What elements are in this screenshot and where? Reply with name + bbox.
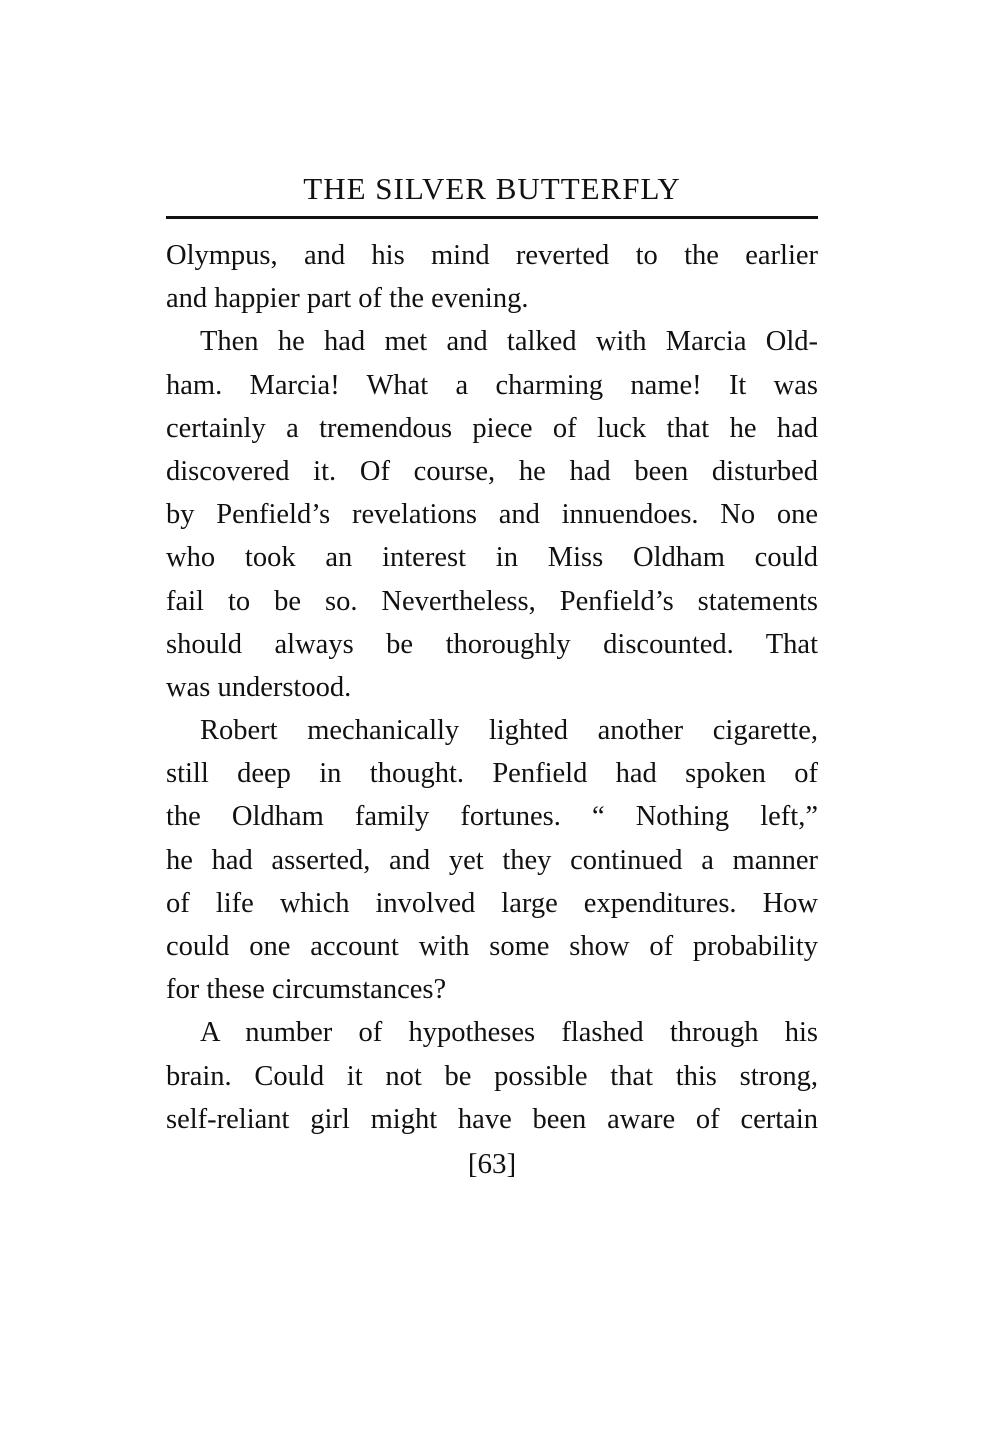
running-head: THE SILVER BUTTERFLY bbox=[303, 171, 681, 206]
paragraph-3 bbox=[166, 709, 818, 1011]
text-line: Then he had met and talked with Marcia Old- bbox=[200, 326, 818, 358]
text-line: could one account with some show of probability bbox=[166, 931, 818, 962]
text-line: for these circumstances? bbox=[166, 974, 447, 1006]
page-number: [63] bbox=[467, 1148, 517, 1180]
text-line: certainly a tremendous piece of luck that he had bbox=[166, 412, 818, 444]
body-text bbox=[166, 234, 818, 1141]
text-line: brain. Could it not be possible that this strong, bbox=[166, 1060, 818, 1092]
text-line: was understood. bbox=[166, 671, 352, 703]
text-line: ham. Marcia! What a charming name! It was bbox=[166, 369, 818, 401]
text-line: who took an interest in Miss Oldham could bbox=[166, 542, 818, 574]
text-line: by Penfield’s revelations and innuendoes. No one bbox=[166, 499, 818, 531]
header-rule bbox=[166, 216, 818, 219]
text-line: A number of hypotheses flashed through his bbox=[200, 1017, 818, 1049]
text-line: Robert mechanically lighted another cigarette, bbox=[200, 715, 818, 747]
text-line: still deep in thought. Penfield had spoken of bbox=[166, 758, 818, 790]
paragraph-1 bbox=[166, 234, 818, 320]
paragraph-4 bbox=[166, 1011, 818, 1141]
text-line: should always be thoroughly discounted. That bbox=[166, 628, 818, 660]
paragraph-2 bbox=[166, 320, 818, 709]
text-line: Olympus, and his mind reverted to the earlier bbox=[166, 240, 818, 271]
text-line: self-reliant girl might have been aware of certain bbox=[166, 1103, 818, 1135]
text-line: the Oldham family fortunes. “ Nothing left,” bbox=[166, 801, 818, 833]
text-line: and happier part of the evening. bbox=[166, 283, 529, 315]
text-line: discovered it. Of course, he had been disturbed bbox=[166, 455, 818, 487]
text-line: he had asserted, and yet they continued a manner bbox=[166, 844, 818, 876]
text-line: of life which involved large expenditures. How bbox=[166, 887, 818, 919]
text-line: fail to be so. Nevertheless, Penfield’s statements bbox=[166, 585, 818, 617]
